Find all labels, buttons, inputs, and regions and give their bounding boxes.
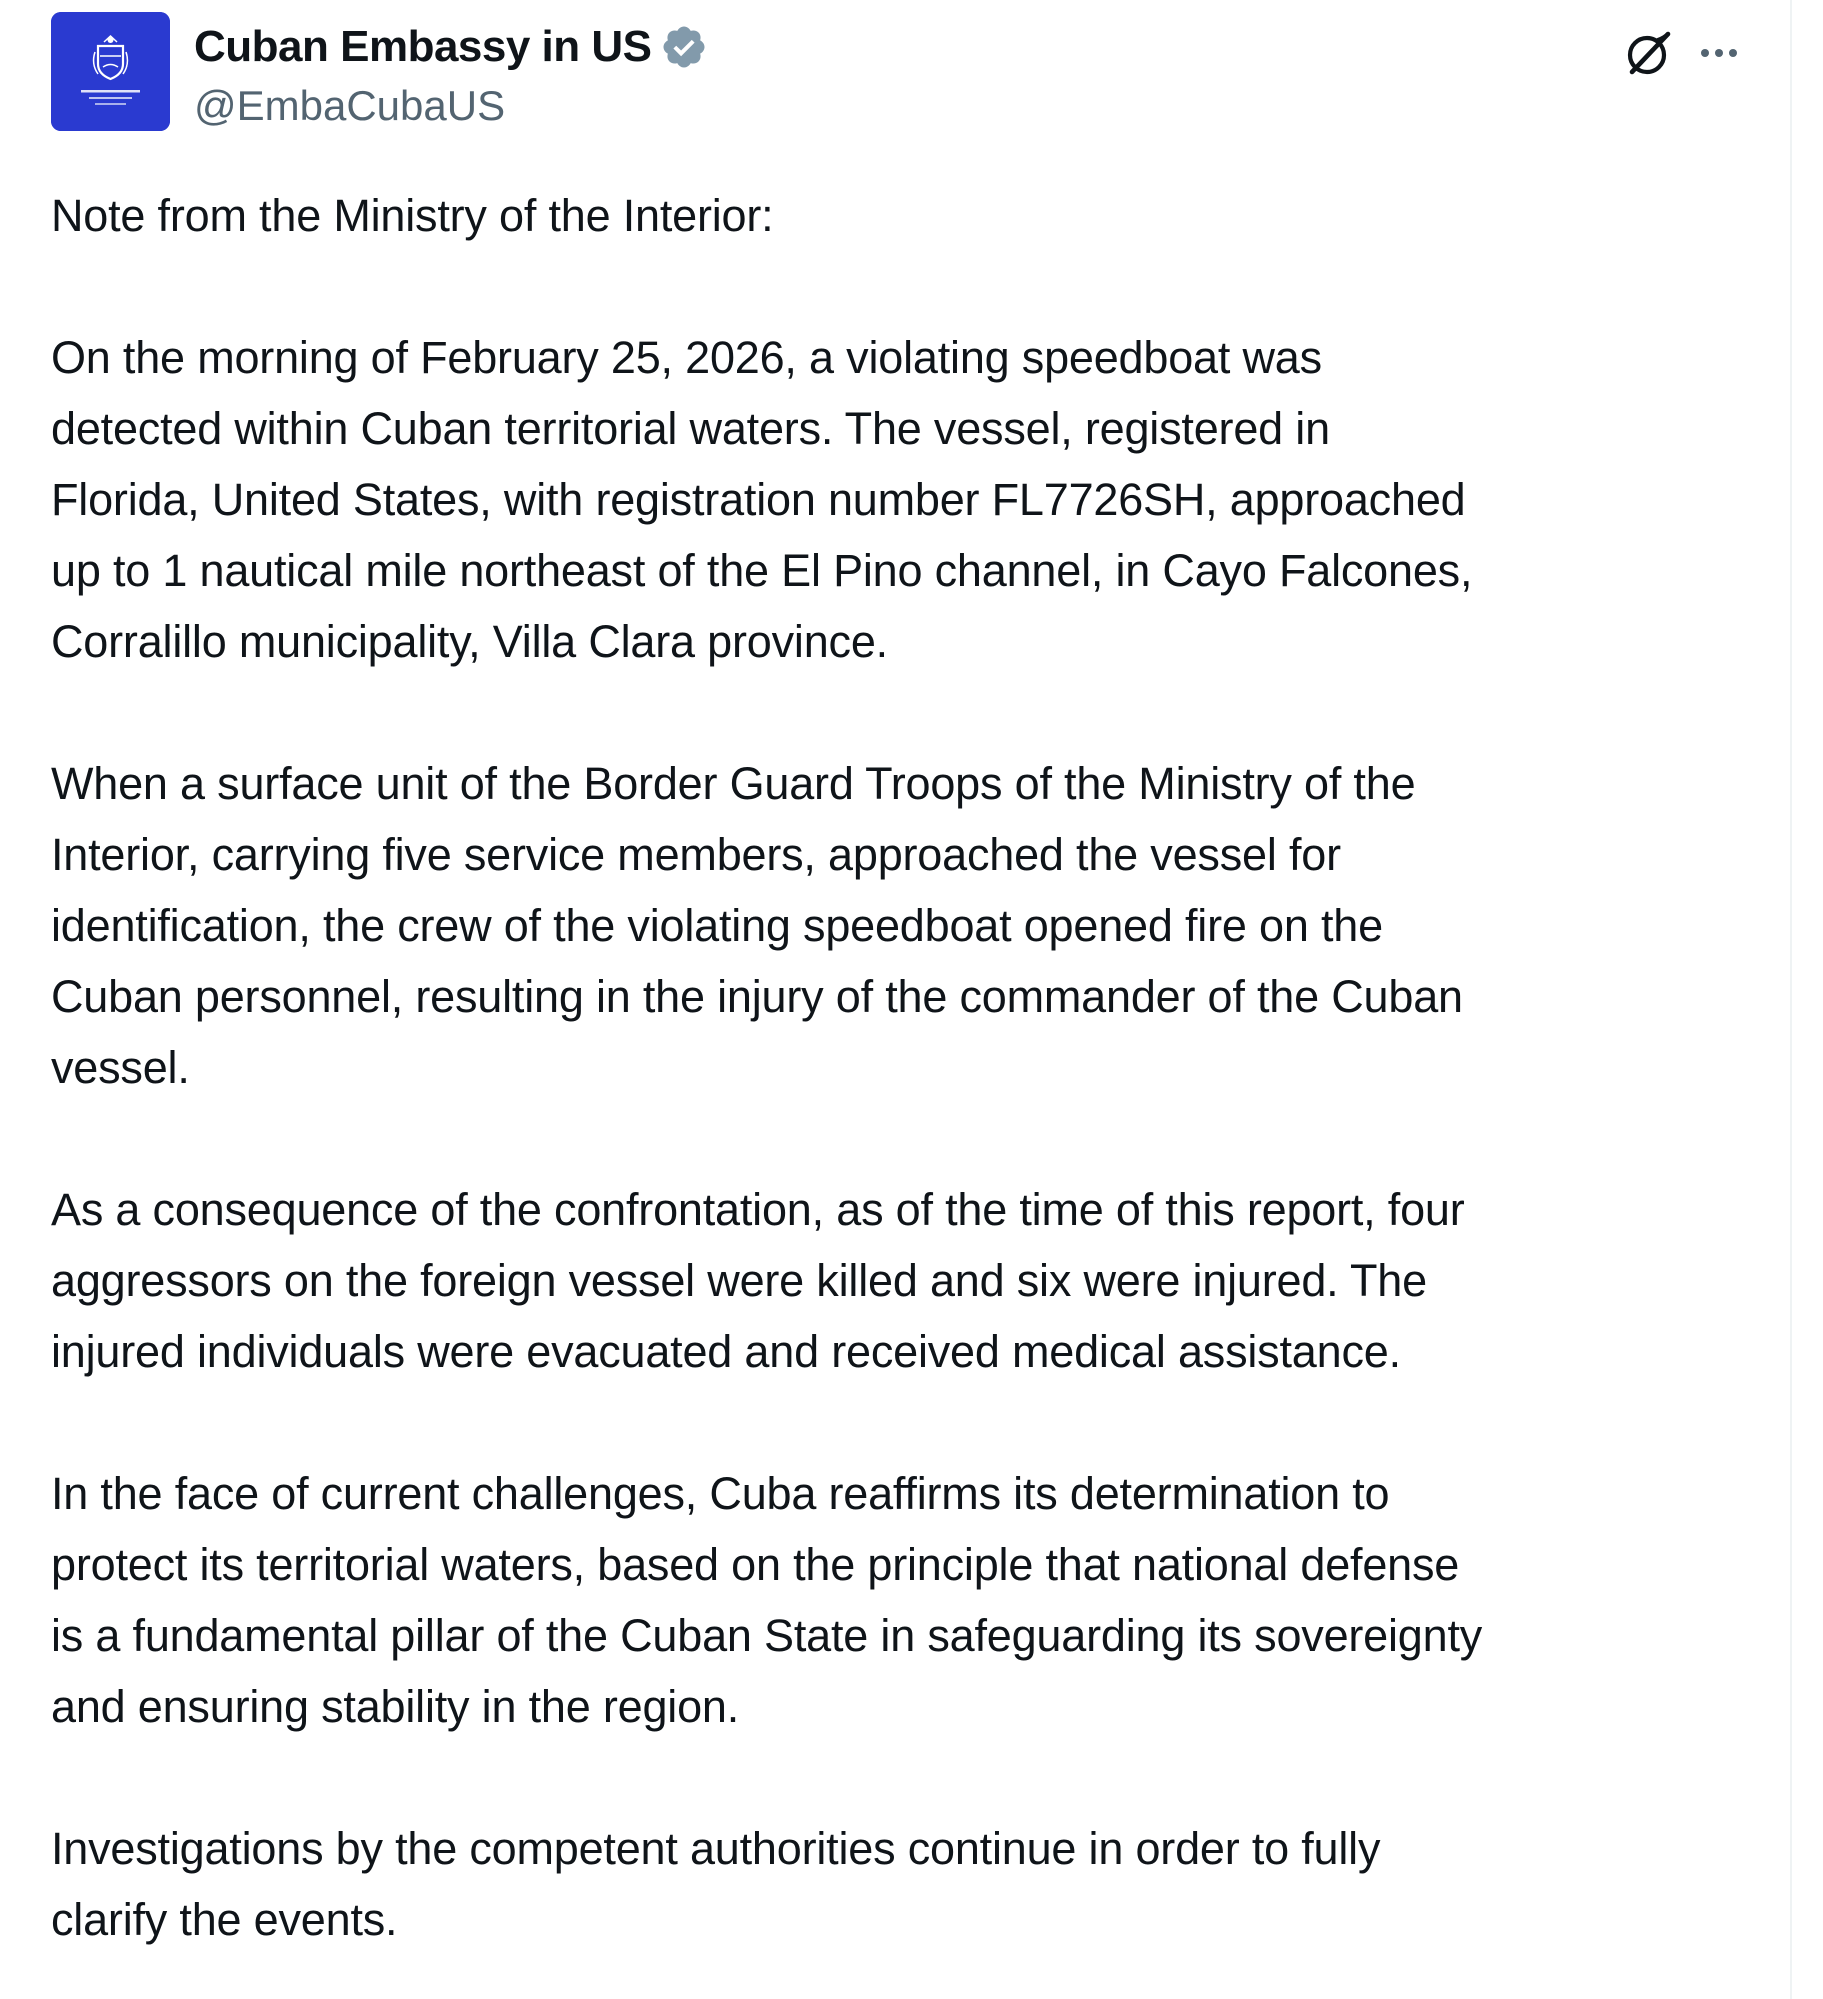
tweet-text [51,180,1771,1955]
paragraph: As a consequence of the confrontation, as of the time of this report, four aggressors on the foreign vessel were killed and six were injured. The injured individuals were evacuated and received medical assistance. [51,1184,1465,1377]
display-name[interactable]: Cuban Embassy in US [194,22,652,71]
avatar[interactable] [51,12,170,131]
tweet-header [51,12,1750,134]
grok-icon[interactable] [1618,22,1680,84]
paragraph: In the face of current challenges, Cuba reaffirms its determination to protect its territorial waters, based on the principle that national defense is a fundamental pillar of the Cuban State in safeguarding its sovereignty and ensuring stability in the region. [51,1468,1483,1732]
paragraph: When a surface unit of the Border Guard Troops of the Ministry of the Interior, carrying five service members, approached the vessel for identification, the crew of the violating speedboat opened fire on the Cuban personnel, resulting in the injury of the commander of the Cuban vessel. [51,758,1463,1093]
embassy-seal-icon [51,12,170,131]
handle[interactable]: @EmbaCubaUS [194,82,506,129]
paragraph: Investigations by the competent authorities continue in order to fully clarify the events. [51,1823,1381,1945]
header-actions [1618,22,1750,84]
author-block [194,18,708,130]
paragraph: Note from the Ministry of the Interior: [51,190,774,241]
more-options-icon[interactable] [1680,22,1750,84]
verified-badge-icon[interactable] [660,23,708,71]
paragraph: On the morning of February 25, 2026, a violating speedboat was detected within Cuban territorial waters. The vessel, registered in Florida, United States, with registration number FL7726SH, approached up to 1 nautical mile northeast of the El Pino channel, in Cayo Falcones, Corralillo municipality, Villa Clara province. [51,332,1473,667]
name-row [194,18,708,76]
